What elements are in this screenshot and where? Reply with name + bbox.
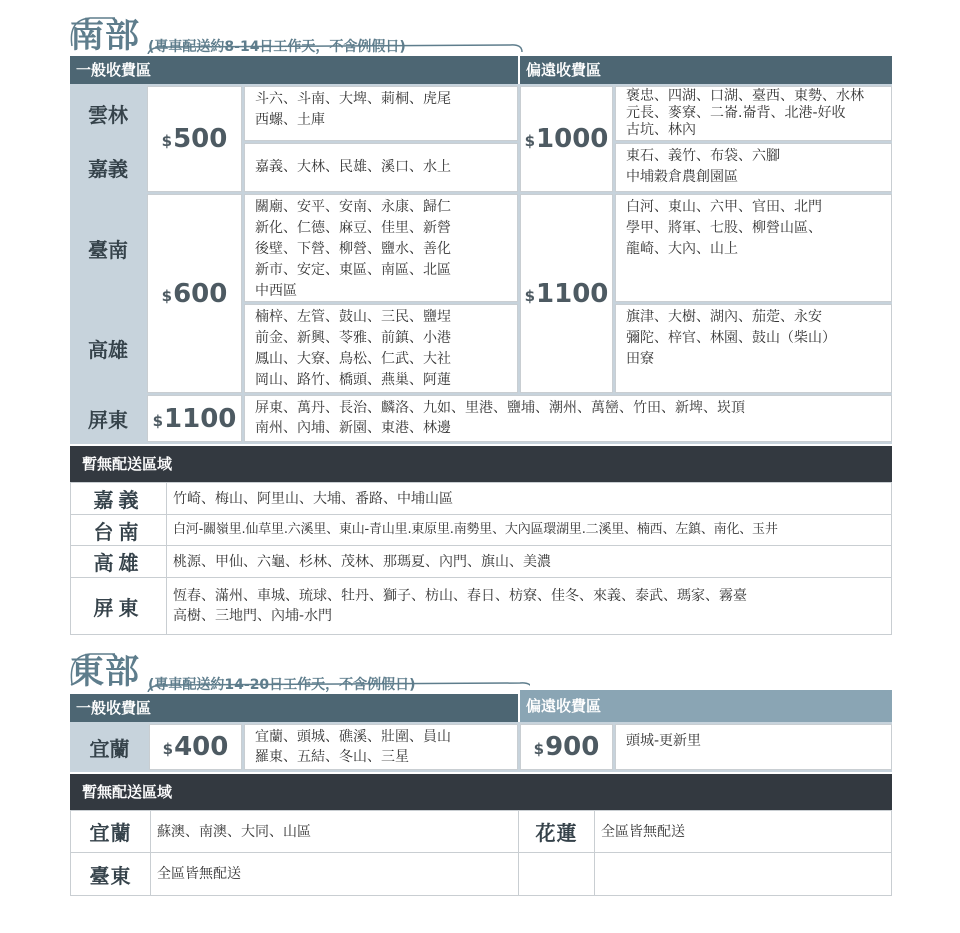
price-value: 900 [545, 732, 600, 762]
price-value: 400 [174, 732, 229, 762]
no-delivery-city-taitung: 臺東 [71, 853, 151, 895]
area-line: 嘉義、大林、民雄、溪口、水上 [255, 159, 451, 175]
price-yunlin-chiayi [147, 86, 242, 192]
area-line: 新市、安定、東區、南區、北區 [255, 262, 451, 278]
area-line: 岡山、路竹、橋頭、燕巢、阿蓮 [255, 372, 451, 388]
price-value: 500 [173, 124, 228, 154]
area-line: 高樹、三地門、內埔-水門 [173, 608, 333, 624]
area-line: 田寮 [626, 351, 654, 367]
area-line: 彌陀、梓官、林園、鼓山（柴山） [626, 330, 836, 346]
tainan-general-areas [244, 194, 518, 302]
currency-symbol: $ [162, 740, 174, 758]
kaohsiung-general-areas [244, 304, 518, 393]
area-line: 楠梓、左管、鼓山、三民、鹽埕 [255, 309, 451, 325]
empty-cell [519, 853, 595, 895]
no-delivery-areas: 桃源、甲仙、六龜、杉林、茂林、那瑪夏、內門、旗山、美濃 [167, 546, 891, 578]
south-title-underline [60, 14, 530, 54]
east-price-remote [520, 724, 613, 770]
currency-symbol: $ [161, 132, 173, 150]
east-price-general [149, 724, 242, 770]
price-tainan-kaohsiung-remote [520, 194, 613, 393]
area-line: 恆春、滿州、車城、琉球、牡丹、獅子、枋山、春日、枋寮、佳冬、來義、泰武、瑪家、霧臺 [173, 588, 747, 604]
no-delivery-city: 屏東 [71, 578, 167, 634]
city-tainan: 臺南 [72, 194, 144, 302]
currency-symbol: $ [161, 286, 173, 305]
south-general-header: 一般收費區 [70, 56, 518, 84]
kaohsiung-remote-areas [615, 304, 892, 393]
area-line: 學甲、將軍、七股、柳營山區、 [626, 220, 822, 236]
east-general-areas [244, 724, 518, 770]
price-tainan-kaohsiung [147, 194, 242, 393]
area-line: 西螺、土庫 [255, 112, 325, 128]
area-line: 中西區 [255, 283, 297, 299]
area-line: 褒忠、四湖、口湖、臺西、東勢、水林 [626, 88, 864, 104]
currency-symbol: $ [533, 740, 545, 758]
south-remote-header: 偏遠收費區 [520, 56, 892, 84]
price-pingtung [147, 395, 242, 442]
east-remote-areas: 頭城-更新里 [615, 724, 892, 770]
yunlin-remote-areas [615, 86, 892, 141]
area-line: 宜蘭、頭城、礁溪、壯圍、員山 [255, 729, 451, 745]
east-no-delivery-table [70, 810, 892, 896]
no-delivery-city: 高雄 [71, 546, 167, 578]
area-line: 斗六、斗南、大埤、莿桐、虎尾 [255, 91, 451, 107]
no-delivery-taitung-areas: 全區皆無配送 [151, 853, 519, 895]
area-line: 前金、新興、苓雅、前鎮、小港 [255, 330, 451, 346]
area-line: 屏東、萬丹、長治、麟洛、九如、里港、鹽埔、潮州、萬巒、竹田、新埤、崁頂 [255, 400, 745, 416]
no-delivery-areas: 白河-關嶺里.仙草里.六溪里、東山-青山里.東原里.南勢里、大內區環湖里.二溪里、楠西、左鎮、南化、玉井 [167, 515, 891, 546]
pingtung-areas [244, 395, 892, 442]
city-pingtung: 屏東 [72, 395, 144, 442]
area-line: 南州、內埔、新園、東港、林邊 [255, 420, 451, 436]
chiayi-general-areas [244, 143, 518, 192]
south-no-delivery-header: 暫無配送區域 [70, 446, 892, 482]
price-value: 1100 [164, 403, 237, 434]
no-delivery-city: 台南 [71, 515, 167, 546]
no-delivery-city-hualien: 花蓮 [519, 811, 595, 853]
no-delivery-areas: 竹崎、梅山、阿里山、大埔、番路、中埔山區 [167, 483, 891, 515]
no-delivery-city-yilan: 宜蘭 [71, 811, 151, 853]
currency-symbol: $ [152, 411, 164, 430]
no-delivery-yilan-areas: 蘇澳、南澳、大同、山區 [151, 811, 519, 853]
area-line: 羅東、五結、冬山、三星 [255, 749, 409, 765]
yunlin-general-areas [244, 86, 518, 141]
east-subtitle: (專車配送約14-20日工作天，不含例假日) [148, 677, 416, 693]
east-city-yilan: 宜蘭 [72, 724, 147, 770]
area-line: 中埔穀倉農創園區 [626, 169, 738, 185]
south-subtitle: (專車配送約8-14日工作天，不含例假日) [148, 39, 406, 55]
city-chiayi: 嘉義 [72, 143, 144, 192]
area-line: 元長、麥寮、二崙.崙背、北港-好收 [626, 105, 846, 121]
no-delivery-hualien-areas: 全區皆無配送 [595, 811, 891, 853]
area-line: 白河、東山、六甲、官田、北門 [626, 199, 822, 215]
area-line: 後壁、下營、柳營、鹽水、善化 [255, 241, 451, 257]
area-line: 鳳山、大寮、鳥松、仁武、大社 [255, 351, 451, 367]
east-no-delivery-header: 暫無配送區域 [70, 774, 892, 810]
tainan-remote-areas [615, 194, 892, 302]
price-yunlin-chiayi-remote [520, 86, 613, 192]
area-line: 古坑、林內 [626, 122, 696, 138]
price-value: 1000 [536, 124, 609, 154]
chiayi-remote-areas [615, 143, 892, 192]
east-remote-header: 偏遠收費區 [520, 690, 892, 722]
area-line: 關廟、安平、安南、永康、歸仁 [255, 199, 451, 215]
east-title: 東部 [70, 652, 140, 692]
currency-symbol: $ [524, 132, 536, 150]
area-line: 龍崎、大內、山上 [626, 241, 738, 257]
currency-symbol: $ [524, 286, 536, 305]
no-delivery-areas [167, 578, 891, 634]
area-line: 新化、仁德、麻豆、佳里、新營 [255, 220, 451, 236]
city-yunlin: 雲林 [72, 86, 144, 141]
south-title: 南部 [70, 16, 140, 56]
south-no-delivery-table [70, 482, 892, 635]
east-general-header: 一般收費區 [70, 694, 518, 722]
east-title-underline [60, 650, 530, 692]
city-kaohsiung: 高雄 [72, 304, 144, 393]
price-value: 1100 [536, 278, 609, 309]
price-value: 600 [173, 278, 228, 309]
area-line: 東石、義竹、布袋、六腳 [626, 148, 780, 164]
no-delivery-city: 嘉義 [71, 483, 167, 515]
area-line: 旗津、大樹、湖內、茄萣、永安 [626, 309, 822, 325]
